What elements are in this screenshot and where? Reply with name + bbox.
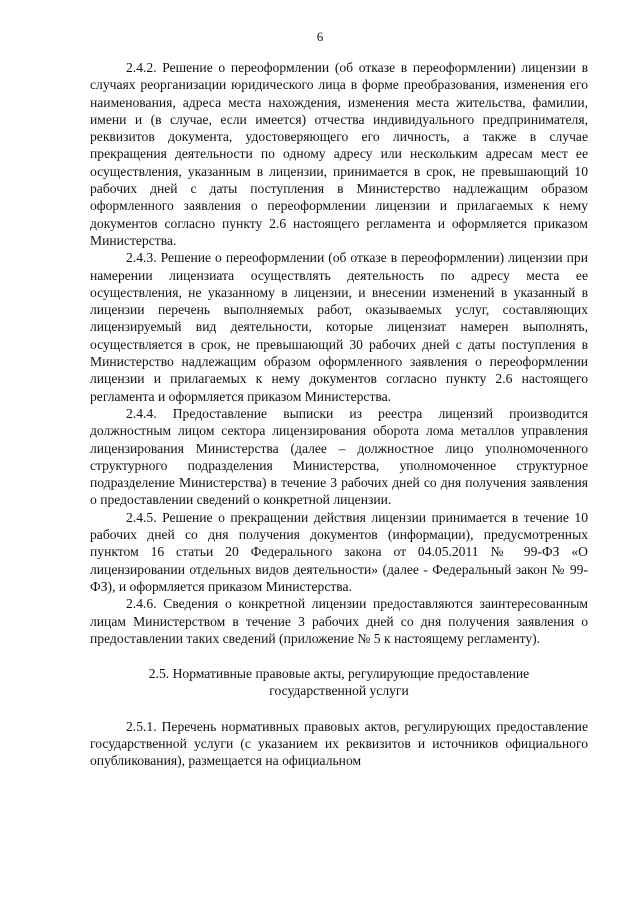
document-body xyxy=(90,59,588,770)
paragraph-2-4-6: 2.4.6. Сведения о конкретной лицензии предоставляются заинтересованным лицам Министерством в течение 3 рабочих дней со дня получения заявления о предоставлении таких сведений (приложение № 5 к настоящему регламенту). xyxy=(90,596,588,646)
page-number: 6 xyxy=(316,29,324,44)
paragraph-2-4-3: 2.4.3. Решение о переоформлении (об отказе в переоформлении) лицензии при намерении лицензиата осуществлять деятельность по адресу места ее осуществления, не указанному в лицензии, и внесении изменений в указанный в лицензии перечень выполняемых работ, оказываемых услуг, составляющих лицензируемый вид деятельности, которые лицензиат намерен выполнять, осуществляется в срок, не превышающий 30 рабочих дней с даты поступления в Министерство надлежащим образом оформленного заявления о переоформлении лицензии и прилагаемых к нему документов согласно пункту 2.6 настоящего регламента и оформляется приказом Министерства. xyxy=(90,250,588,404)
paragraph-2-4-5: 2.4.5. Решение о прекращении действия лицензии принимается в течение 10 рабочих дней со дня получения документов (информации), предусмотренных пунктом 16 статьи 20 Федерального закона от 04.05.2011 № 99-ФЗ «О лицензировании отдельных видов деятельности» (далее - Федеральный закон № 99-ФЗ), и оформляется приказом Министерства. xyxy=(90,509,588,594)
section-heading-2-5 xyxy=(90,665,588,700)
section-heading-line-2: государственной услуги xyxy=(269,683,409,699)
paragraph-2-4-2: 2.4.2. Решение о переоформлении (об отказе в переоформлении) лицензии в случаях реорганизации юридического лица в форме преобразования, изменения его наименования, адреса места нахождения, изменения места жительства, фамилии, имени и (в случае, если имеется) отчества индивидуального предпринимателя, реквизитов документа, удостоверяющего его личность, а также в случае прекращения деятельности по одному адресу или нескольким адресам мест ее осуществления, указанным в лицензии, принимается в срок, не превышающий 10 рабочих дней с даты поступления в Министерство надлежащим образом оформленного заявления о переоформлении лицензии и прилагаемых к нему документов согласно пункту 2.6 настоящего регламента и оформляется приказом Министерства. xyxy=(90,60,588,248)
paragraph-2-4-4: 2.4.4. Предоставление выписки из реестра лицензий производится должностным лицом сектора лицензирования оборота лома металлов управления лицензирования Министерства (далее – должностное лицо уполномоченного структурного подразделения Министерства, уполномоченное структурное подразделение Министерства) в течение 3 рабочих дней со дня получения заявления о предоставлении сведений о конкретной лицензии. xyxy=(90,405,588,508)
paragraph-2-5-1: 2.5.1. Перечень нормативных правовых актов, регулирующих предоставление государственной услуги (с указанием их реквизитов и источников официального опубликования), размещается на официальном xyxy=(90,718,588,769)
section-heading-line-1: 2.5. Нормативные правовые акты, регулирующие предоставление xyxy=(148,666,530,682)
